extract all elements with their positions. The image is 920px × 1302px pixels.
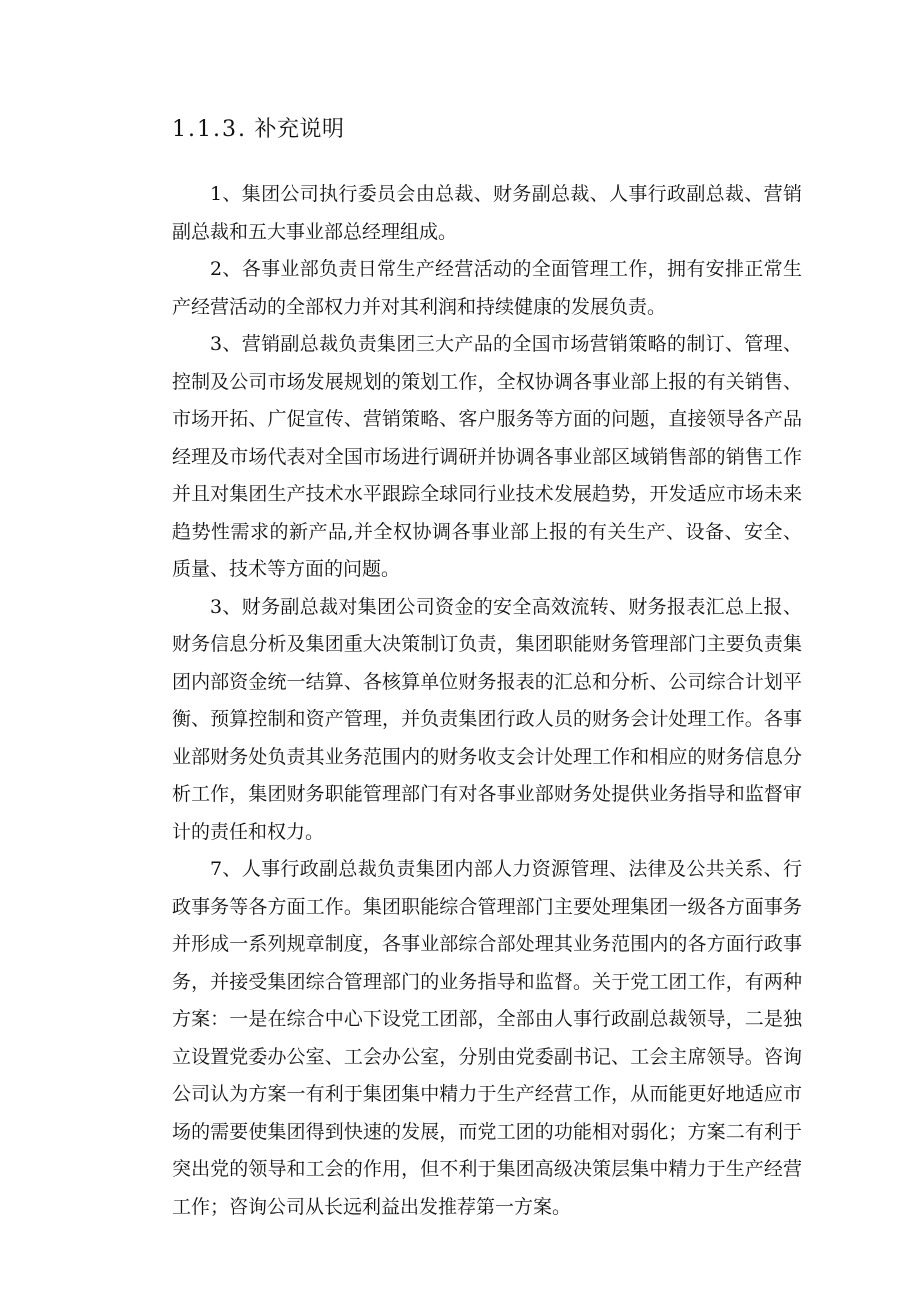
section-heading	[172, 112, 345, 148]
section-title: 补充说明	[254, 117, 345, 142]
paragraph-5: 7、人事行政副总裁负责集团内部人力资源管理、法律及公共关系、行政事务等各方面工作。集团职能综合管理部门主要处理集团一级各方面事务并形成一系列规章制度，各事业部综合部处理其业务范围内的各方面行政事务，并接受集团综合管理部门的业务指导和监督。关于党工团工作，有两种方案：一是在综合中心下设党工团部，全部由人事行政副总裁领导，二是独立设置党委办公室、工会办公室，分别由党委副书记、工会主席领导。咨询公司认为方案一有利于集团集中精力于生产经营工作，从而能更好地适应市场的需要使集团得到快速的发展，而党工团的功能相对弱化；方案二有利于突出党的领导和工会的作用，但不利于集团高级决策层集中精力于生产经营工作；咨询公司从长远利益出发推荐第一方案。	[172, 858, 802, 1218]
section-body	[172, 176, 802, 1226]
paragraph-4: 3、财务副总裁对集团公司资金的安全高效流转、财务报表汇总上报、财务信息分析及集团重大决策制订负责，集团职能财务管理部门主要负责集团内部资金统一结算、各核算单位财务报表的汇总和分析、公司综合计划平衡、预算控制和资产管理，并负责集团行政人员的财务会计处理工作。各事业部财务处负责其业务范围内的财务收支会计处理工作和相应的财务信息分析工作，集团财务职能管理部门有对各事业部财务处提供业务指导和监督审计的责任和权力。	[172, 595, 802, 843]
paragraph-3: 3、营销副总裁负责集团三大产品的全国市场营销策略的制订、管理、控制及公司市场发展规划的策划工作，全权协调各事业部上报的有关销售、市场开拓、广促宣传、营销策略、客户服务等方面的问题，直接领导各产品经理及市场代表对全国市场进行调研并协调各事业部区域销售部的销售工作并且对集团生产技术水平跟踪全球同行业技术发展趋势，开发适应市场未来趋势性需求的新产品,并全权协调各事业部上报的有关生产、设备、安全、质量、技术等方面的问题。	[172, 333, 802, 580]
paragraph-2: 2、各事业部负责日常生产经营活动的全面管理工作，拥有安排正常生产经营活动的全部权力并对其利润和持续健康的发展负责。	[172, 258, 802, 318]
section-number: 1.1.3.	[172, 117, 247, 142]
paragraph-1: 1、集团公司执行委员会由总裁、财务副总裁、人事行政副总裁、营销副总裁和五大事业部总经理组成。	[172, 183, 802, 243]
